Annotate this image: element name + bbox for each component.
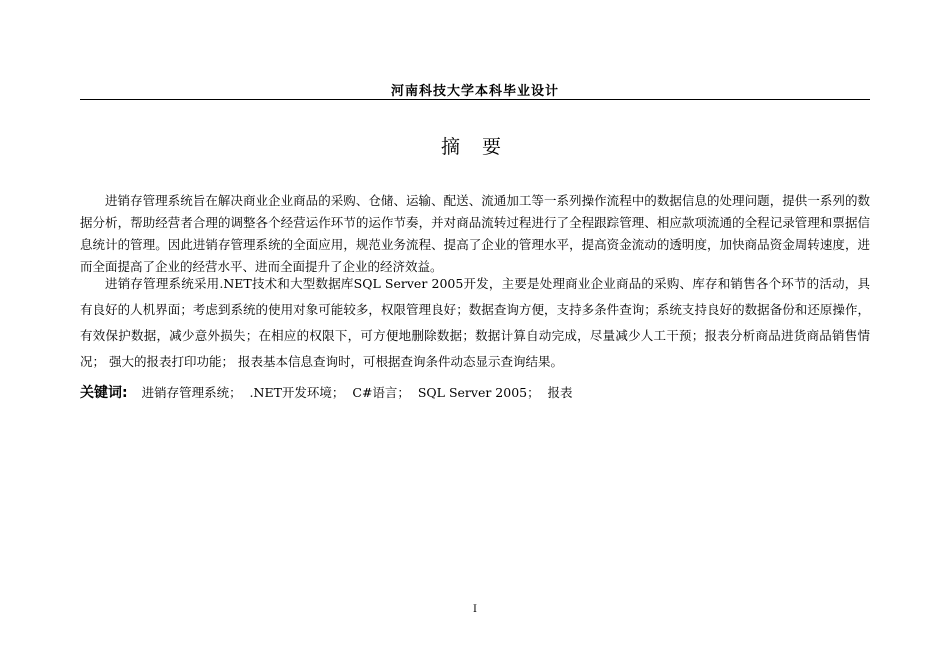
page-header: 河南科技大学本科毕业设计	[390, 84, 559, 99]
header-divider	[80, 99, 870, 100]
abstract-title: 摘 要	[440, 136, 510, 158]
abstract-paragraph-2: 进销存管理系统采用.NET技术和大型数据库SQL Server 2005开发，主要是处理商业企业商品的采购、库存和销售各个环节的活动，具有良好的人机界面；考虑到系统的使用对象可能较多，权限管理良好；数据查询方便，支持多条件查询；系统支持良好的数据备份和还原操作，有效保护数据，减少意外损失；在相应的权限下，可方便地删除数据；数据计算自动完成，尽量减少人工干预；报表分析商品进货商品销售情况； 强大的报表打印功能； 报表基本信息查询时，可根据查询条件动态显示查询结果。	[80, 275, 870, 369]
abstract-paragraph-1: 进销存管理系统旨在解决商业企业商品的采购、仓储、运输、配送、流通加工等一系列操作流程中的数据信息的处理问题，提供一系列的数据分析，帮助经营者合理的调整各个经营运作环节的运作节奏，并对商品流转过程进行了全程跟踪管理、相应款项流通的全程记录管理和票据信息统计的管理。因此进销存管理系统的全面应用，规范业务流程、提高了企业的管理水平，提高资金流动的透明度，加快商品资金周转速度，进而全面提高了企业的经营水平、进而全面提升了企业的经济效益。	[80, 192, 870, 274]
page-number: I	[473, 604, 477, 615]
keywords-text: 进销存管理系统； .NET开发环境； C#语言； SQL Server 2005； 报表	[141, 385, 573, 400]
keywords-label: 关键词:	[80, 385, 128, 401]
keywords-line	[80, 382, 870, 402]
